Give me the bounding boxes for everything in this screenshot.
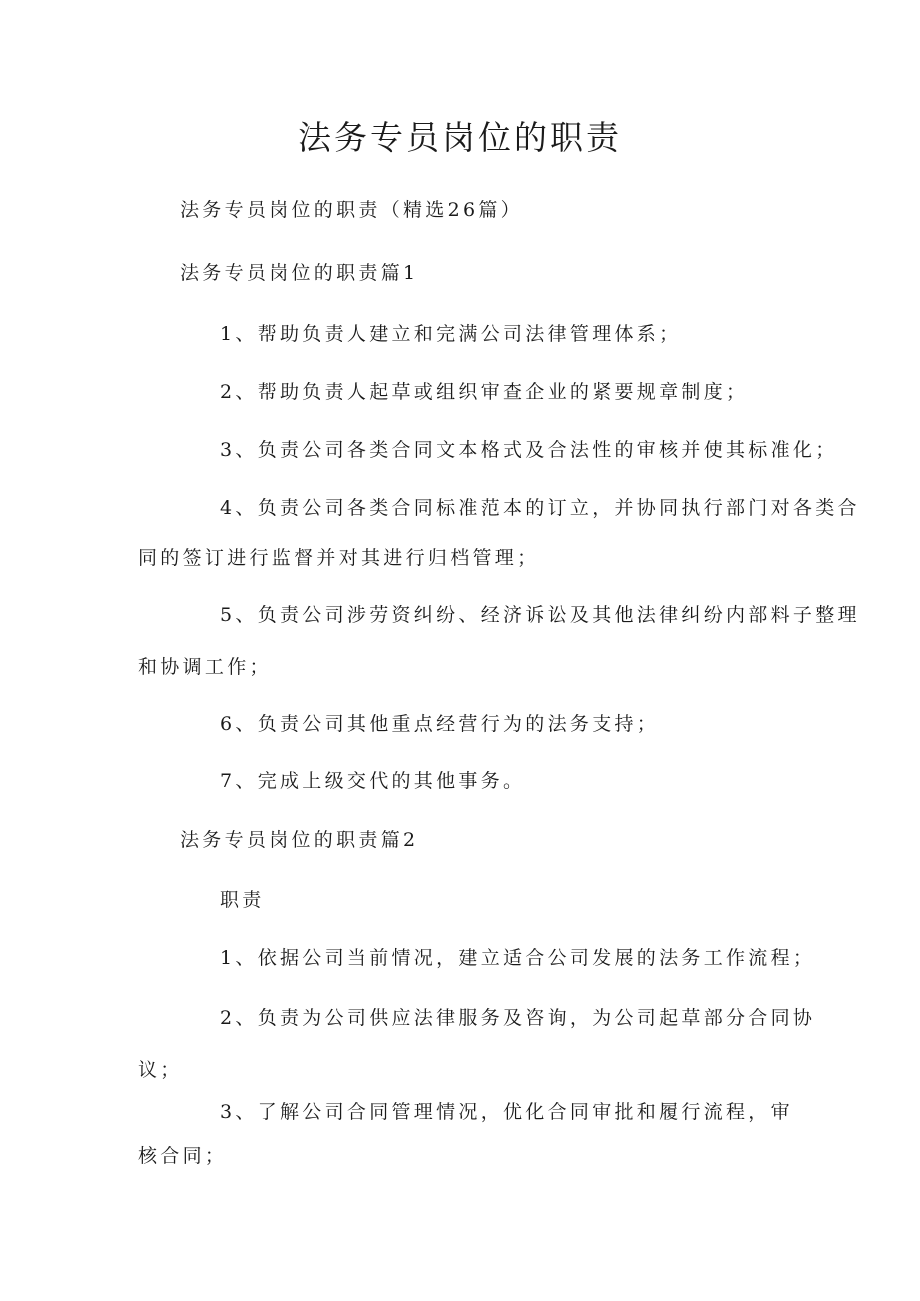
document-subtitle: 法务专员岗位的职责（精选26篇） <box>180 199 523 221</box>
list-item: 1、帮助负责人建立和完满公司法律管理体系； <box>220 323 682 345</box>
list-item: 5、负责公司涉劳资纠纷、经济诉讼及其他法律纠纷内部料子整理 <box>220 604 860 626</box>
list-item: 3、了解公司合同管理情况，优化合同审批和履行流程，审 <box>220 1101 793 1123</box>
list-item: 3、负责公司各类合同文本格式及合法性的审核并使其标准化； <box>220 439 838 461</box>
list-item: 6、负责公司其他重点经营行为的法务支持； <box>220 713 660 735</box>
list-item: 2、负责为公司供应法律服务及咨询，为公司起草部分合同协 <box>220 1007 816 1029</box>
list-item: 7、完成上级交代的其他事务。 <box>220 770 526 792</box>
list-item-continuation: 核合同； <box>138 1145 228 1167</box>
list-item: 1、依据公司当前情况，建立适合公司发展的法务工作流程； <box>220 947 816 969</box>
list-item-continuation: 同的签订进行监督并对其进行归档管理； <box>138 547 540 569</box>
document-title: 法务专员岗位的职责 <box>298 118 622 157</box>
section-heading-1: 法务专员岗位的职责篇1 <box>180 262 419 284</box>
list-item-continuation: 和协调工作； <box>138 656 272 678</box>
list-item: 2、帮助负责人起草或组织审查企业的紧要规章制度； <box>220 381 749 403</box>
list-item-continuation: 议； <box>138 1059 183 1081</box>
list-item: 4、负责公司各类合同标准范本的订立，并协同执行部门对各类合 <box>220 497 860 519</box>
section-subheading: 职责 <box>220 889 265 911</box>
section-heading-2: 法务专员岗位的职责篇2 <box>180 829 419 851</box>
